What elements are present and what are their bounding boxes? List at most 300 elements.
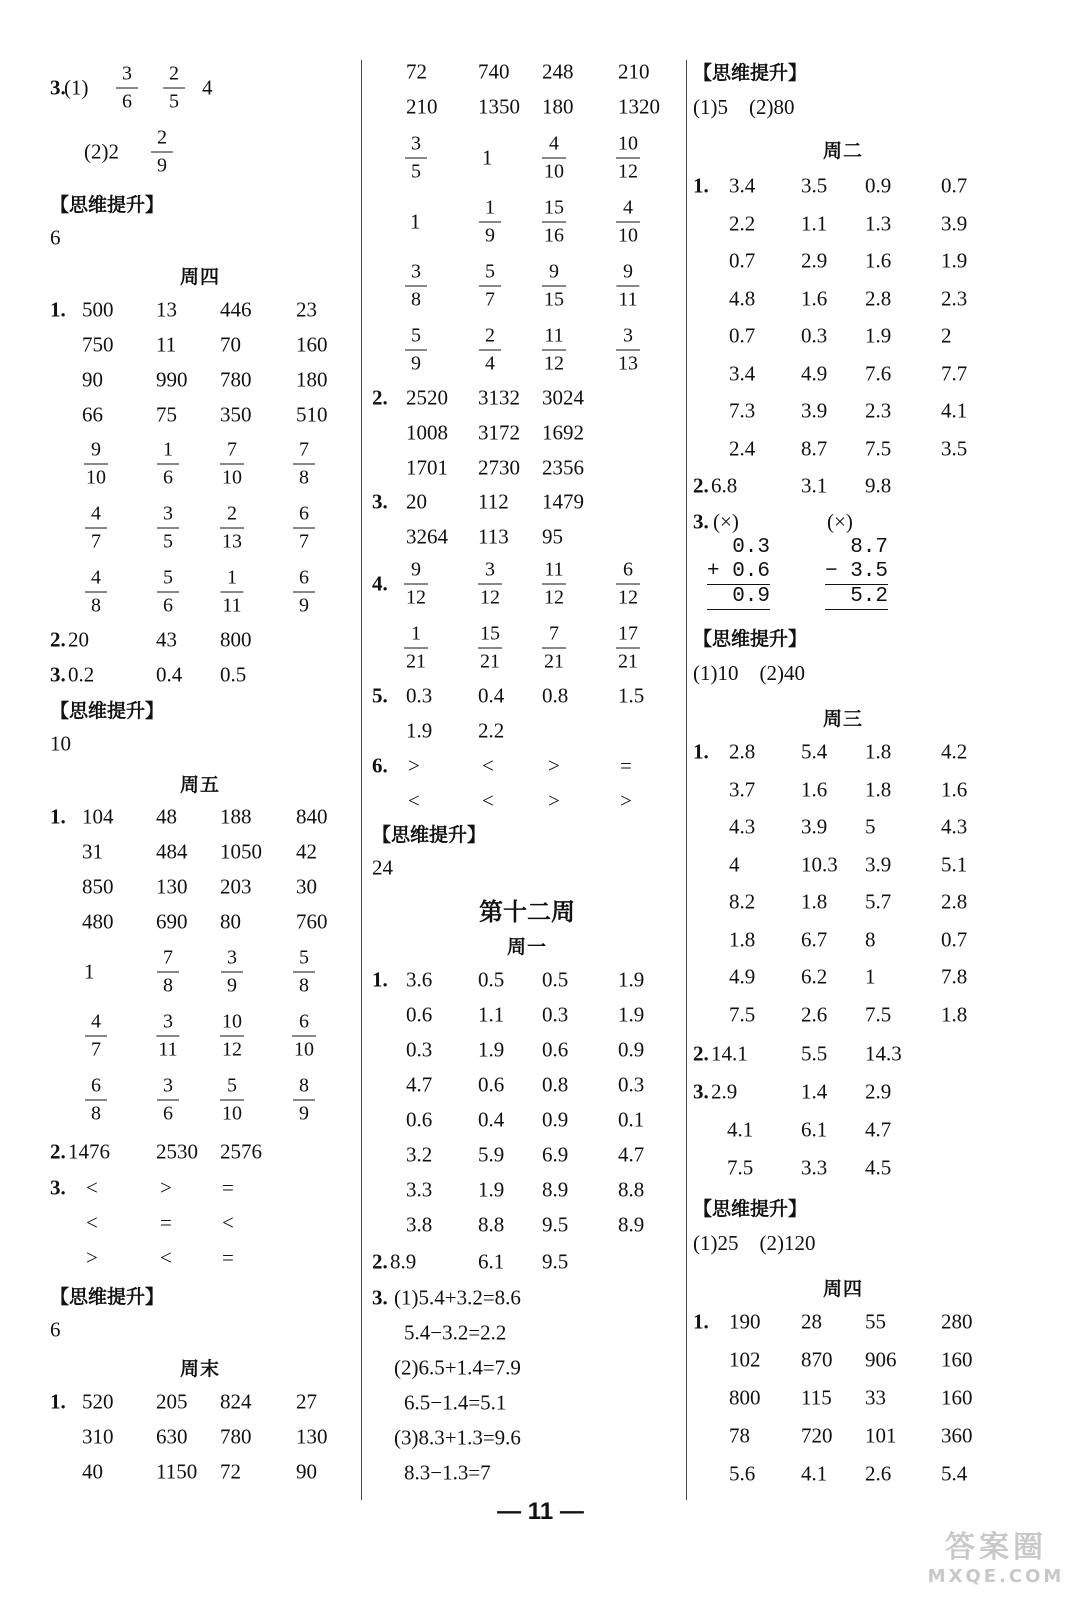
fraction-numerator: 3 [163,502,173,525]
fraction-denominator: 9 [227,974,237,997]
answer-value: 484 [156,839,188,864]
answer-value: 31 [82,839,103,864]
answer-line [372,1244,682,1280]
answer-line [372,1067,682,1103]
fraction-denominator: 8 [411,288,421,311]
answer-value: 104 [82,804,114,829]
answer-line [372,997,682,1033]
column-divider [361,60,362,1500]
answer-line [50,120,350,184]
answer-line [372,552,682,616]
answer-value: 6.8 [711,473,738,498]
fraction-numerator: 10 [222,1010,242,1033]
answer-value: < [482,788,494,813]
answer-line [372,1385,682,1421]
question-number: 3. [50,662,66,687]
answer-value: 1479 [542,489,584,514]
answer-value: 3.3 [406,1177,433,1202]
fraction [405,131,427,186]
answer-line [693,356,993,392]
fraction [293,1073,315,1128]
answer-value: 4.5 [865,1155,892,1180]
thinking-answer: 10 [50,731,71,756]
fraction-denominator: 5 [163,530,173,553]
answer-line [372,54,682,90]
fraction [151,125,173,180]
answer-line [372,1102,682,1138]
answer-value: > [160,1175,172,1200]
answer-value: 1.8 [865,739,892,764]
answer-line [693,654,993,690]
fraction-numerator: 5 [163,566,173,589]
answer-value: 180 [542,94,574,119]
equation: (3)8.3+1.3=9.6 [394,1425,521,1450]
answer-column-1 [50,0,350,1600]
answer-value: 740 [478,59,510,84]
answer-value: 2.8 [865,286,892,310]
vertical-calculation [825,536,888,610]
equation: (2)6.5+1.4=7.9 [394,1355,521,1380]
fraction-numerator: 1 [485,196,495,219]
answer-value: = [160,1210,172,1235]
day-heading: 周二 [822,140,863,162]
answer-value: 1008 [406,420,448,445]
answer-value: 1.9 [406,718,433,743]
fraction-numerator: 6 [623,558,633,581]
answer-value: = [222,1245,234,1270]
fraction [220,565,243,620]
answer-value: 5.4 [941,1461,968,1486]
fraction-denominator: 12 [544,586,564,609]
fraction-numerator: 6 [299,1010,309,1033]
equation: 8.3−1.3=7 [404,1460,491,1485]
answer-value: 5.9 [478,1142,505,1167]
answer-value: 210 [618,59,650,84]
answer-line [372,484,682,520]
fraction-denominator: 5 [411,160,421,183]
fraction-denominator: 8 [299,974,309,997]
fraction [616,195,640,250]
answer-value: 2.9 [865,1079,892,1104]
fraction [479,195,501,250]
answer-value: 2.9 [801,248,828,273]
answer-value: > [408,753,420,778]
fraction-numerator: 15 [480,622,500,645]
answer-value: 4.7 [406,1072,433,1097]
fraction-denominator: 12 [618,586,638,609]
fraction-denominator: 13 [222,530,242,553]
answer-value: 1350 [478,94,520,119]
answer-value: 2.9 [711,1079,738,1104]
answer-line [372,616,682,680]
question-number: 2. [50,627,66,652]
answer-value: 3.1 [801,473,828,498]
answer-value: 1.5 [618,683,645,708]
answer-value: 160 [941,1385,973,1410]
answer-value: 510 [296,402,328,427]
answer-value: 0.7 [729,248,756,273]
fraction-numerator: 4 [91,1010,101,1033]
fraction [542,259,566,314]
answer-line [693,168,993,204]
answer-value: 0.3 [618,1072,645,1097]
fraction-numerator: 9 [549,260,559,283]
answer-value: 8.2 [729,889,756,914]
answer-value: 800 [220,627,252,652]
question-number: 1. [50,804,66,829]
fraction-numerator: 2 [169,62,179,85]
answer-value: 2.8 [941,889,968,914]
answer-value: 2520 [406,385,448,410]
answer-line [693,997,993,1033]
fraction-denominator: 8 [91,594,101,617]
day-heading: 周四 [179,266,220,288]
answer-value: = [222,1175,234,1200]
answer-line [50,657,350,693]
answer-value: 4 [729,852,740,876]
answer-value: 906 [865,1347,897,1372]
answer-value: 90 [82,367,103,392]
fraction-numerator: 5 [299,946,309,969]
answer-value: 20 [406,489,427,514]
answer-value: 30 [296,874,317,899]
answer-line [50,1004,350,1068]
answer-value: 43 [156,627,177,652]
answer-value: 9.5 [542,1249,569,1274]
answer-value: 5 [865,814,876,839]
answer-value: 800 [729,1385,761,1410]
answer-line [372,318,682,382]
fraction-denominator: 10 [222,1102,242,1125]
answer-value: 160 [296,332,328,357]
answer-value: 3132 [478,385,520,410]
fraction-numerator: 4 [91,502,101,525]
answer-line [50,397,350,433]
answer-value: 690 [156,909,188,934]
question-number: 4. [372,571,388,596]
answer-value: 2.6 [801,1002,828,1026]
equation: 6.5−1.4=5.1 [404,1390,507,1415]
fraction-denominator: 11 [158,1038,178,1061]
answer-value: 55 [865,1309,886,1334]
answer-line [50,432,350,496]
answer-line [372,1420,682,1456]
equation: (1)5.4+3.2=8.6 [394,1285,521,1310]
answer-value: 4.9 [801,361,828,385]
fraction [220,437,244,492]
fraction [293,565,315,620]
answer-value: 6.1 [478,1249,505,1274]
answer-value: 310 [82,1424,114,1449]
answer-value: 0.7 [729,323,756,348]
fraction [292,1009,316,1064]
answer-value: < [408,788,420,813]
answer-line [372,850,682,886]
fraction-denominator: 8 [91,1102,101,1125]
fraction-numerator: 6 [299,566,309,589]
answer-value: 1.9 [478,1177,505,1202]
answer-value: 4.3 [941,814,968,839]
answer-value: 1.9 [865,323,892,348]
answer-value: 5.7 [865,889,892,914]
answer-value: 9.8 [865,473,892,498]
answer-value: 350 [220,402,252,427]
answer-value: 13 [156,297,177,322]
question-number: 2. [50,1139,66,1164]
fraction [157,1073,179,1128]
fraction [542,621,566,676]
answer-line [50,1384,350,1420]
fraction-numerator: 7 [299,438,309,461]
fraction-denominator: 9 [485,224,495,247]
fraction [157,501,179,556]
thinking-answer: 6 [50,225,61,250]
answer-value: 0.1 [618,1107,645,1132]
answer-line [693,1304,993,1340]
question-number: 3. [50,1175,66,1200]
fraction [85,1009,107,1064]
answer-value: 11 [156,332,177,357]
calc-operand: − 3.5 [825,560,889,583]
answer-value: 3.7 [729,777,756,801]
answer-value: 3172 [478,420,520,445]
answer-value: 248 [542,59,574,84]
answer-line [372,380,682,416]
fraction-denominator: 6 [122,90,132,113]
fraction-numerator: 11 [544,558,564,581]
fraction [293,501,315,556]
watermark-text: 答案圈 [945,1530,1047,1565]
fraction-numerator: 9 [91,438,101,461]
fraction-numerator: 7 [227,438,237,461]
answer-line [372,254,682,318]
answer-value: 80 [220,909,241,934]
fraction-denominator: 13 [618,352,638,375]
answer-value: 203 [220,874,252,899]
fraction [542,557,566,612]
fraction-denominator: 9 [299,594,309,617]
answer-value: 130 [156,874,188,899]
answer-line [693,1418,993,1454]
answer-line [372,519,682,555]
answer-line [50,1419,350,1455]
answer-value: 850 [82,874,114,899]
answer-value: 0.4 [478,1107,505,1132]
fraction [157,945,179,1000]
answer-value: 0.9 [618,1037,645,1062]
answer-value: 1.6 [865,248,892,273]
fraction-denominator: 12 [618,160,638,183]
fraction-denominator: 9 [299,1102,309,1125]
answer-value: 14.3 [865,1041,902,1066]
answer-value: 0.6 [406,1002,433,1027]
answer-value: 520 [82,1389,114,1414]
answer-value: 75 [156,402,177,427]
answer-value: 9.5 [542,1212,569,1237]
answer-value: 4.7 [865,1117,892,1142]
answer-line [693,847,993,883]
calc-result: 0.9 [707,585,770,610]
answer-value: 0.4 [478,683,505,708]
day-heading: 周末 [179,1358,220,1380]
fraction-denominator: 9 [157,154,167,177]
answer-value: 8.9 [618,1212,645,1237]
answer-value: 115 [801,1385,832,1410]
thinking-section-title: 【思维提升】 [693,62,808,84]
fraction-denominator: 21 [544,650,564,673]
fraction-numerator: 1 [226,566,237,589]
fraction-numerator: 3 [411,260,421,283]
fraction [616,323,640,378]
answer-line [372,678,682,714]
answer-label: (2)2 [84,139,119,164]
fraction-numerator: 3 [411,132,421,155]
fraction [156,1009,179,1064]
answer-value: 72 [406,59,427,84]
fraction-denominator: 6 [163,1102,173,1125]
answer-value: 7.5 [865,436,892,460]
fraction-denominator: 6 [163,594,173,617]
fraction-numerator: 3 [122,62,132,85]
fraction-numerator: 3 [227,946,237,969]
answer-value: 3.9 [801,398,828,423]
answer-value: 2.2 [729,211,756,235]
answer-value: 8.9 [390,1249,417,1274]
answer-value: > [86,1245,98,1270]
answer-value: 14.1 [711,1041,748,1066]
answer-value: 5.6 [729,1461,756,1486]
answer-value: 6.9 [542,1142,569,1167]
answer-line [693,431,993,467]
fraction-numerator: 4 [549,132,559,155]
answer-line [693,243,993,279]
answer-value: 113 [478,524,509,549]
fraction-denominator: 7 [485,288,495,311]
answer-value: 20 [68,627,89,652]
day-heading: 周一 [506,936,547,958]
answer-line [372,1207,682,1243]
answer-value: 1150 [156,1459,198,1484]
answer-value: 1.6 [801,286,828,310]
answer-value: 0.9 [542,1107,569,1132]
answer-value: 4.7 [618,1142,645,1167]
answer-line [50,292,350,328]
answer-line [372,1315,682,1351]
fraction-numerator: 1 [411,622,421,645]
answer-value: 1050 [220,839,262,864]
answer-line [50,1454,350,1490]
question-number: 3. [50,75,66,100]
answer-line [372,126,682,190]
answer-value: 72 [220,1459,241,1484]
calc-operand: 8.7 [850,536,889,559]
fraction-denominator: 21 [618,650,638,673]
judgement-mark: (×) [827,509,853,534]
fraction [542,195,566,250]
fraction [293,437,315,492]
answer-line [50,560,350,624]
answer-line [50,1205,350,1241]
answer-line [50,1134,350,1170]
answer-value: 2530 [156,1139,198,1164]
fraction [84,437,108,492]
question-number: 1. [693,739,709,764]
answer-value: 70 [220,332,241,357]
answer-value: 1.1 [801,211,828,235]
calc-operand: 0.3 [732,536,771,559]
answer-value: 824 [220,1389,252,1414]
answer-value: < [160,1245,172,1270]
question-number: 1. [693,1309,709,1334]
fraction [479,323,501,378]
answer-value: 0.5 [542,967,569,992]
answer-value: 870 [801,1347,833,1372]
answer-value: 3.4 [729,173,756,198]
answer-line [50,904,350,940]
answer-value: 0.7 [941,173,968,198]
answer-value: > [620,788,632,813]
answer-line [50,327,350,363]
fraction-denominator: 6 [163,466,173,489]
answer-line [50,1312,350,1348]
answer-value: 95 [542,524,563,549]
answer-value: 0.5 [220,662,247,687]
question-number: 2. [372,1249,388,1274]
answer-value: 7.7 [941,361,968,385]
answer-line [693,1074,993,1110]
answer-line [372,1032,682,1068]
answer-value: 4 [202,75,213,100]
fraction-numerator: 3 [163,1074,173,1097]
fraction [157,565,179,620]
answer-line [693,318,993,354]
answer-line [50,496,350,560]
answer-value: = [620,753,632,778]
fraction [542,323,566,378]
answer-value: 0.6 [542,1037,569,1062]
judgement-mark: (×) [713,509,739,534]
answer-line [50,362,350,398]
fraction [157,437,179,492]
fraction-denominator: 10 [618,224,638,247]
answer-line [693,88,993,124]
answer-value: 0.6 [406,1107,433,1132]
fraction-denominator: 8 [299,466,309,489]
answer-line [372,748,682,784]
answer-value: 210 [406,94,438,119]
answer-value: 6.7 [801,927,828,951]
fraction [616,557,640,612]
question-number: 3. [693,509,709,534]
answer-line [693,1380,993,1416]
fraction [478,621,502,676]
answer-line [50,834,350,870]
answer-value: 1701 [406,455,448,480]
answer-value: 4.3 [729,814,756,839]
answer-value: 3.6 [406,967,433,992]
answer-value: 0.5 [478,967,505,992]
fraction-numerator: 3 [485,558,495,581]
question-number: 6. [372,753,388,778]
question-number: 1. [372,967,388,992]
fraction [405,323,427,378]
answer-value: 0.8 [542,683,569,708]
fraction [404,621,428,676]
thinking-answer: (1)5 (2)80 [693,95,795,119]
answer-value: 48 [156,804,177,829]
answer-line [693,1224,993,1260]
answer-line [693,884,993,920]
